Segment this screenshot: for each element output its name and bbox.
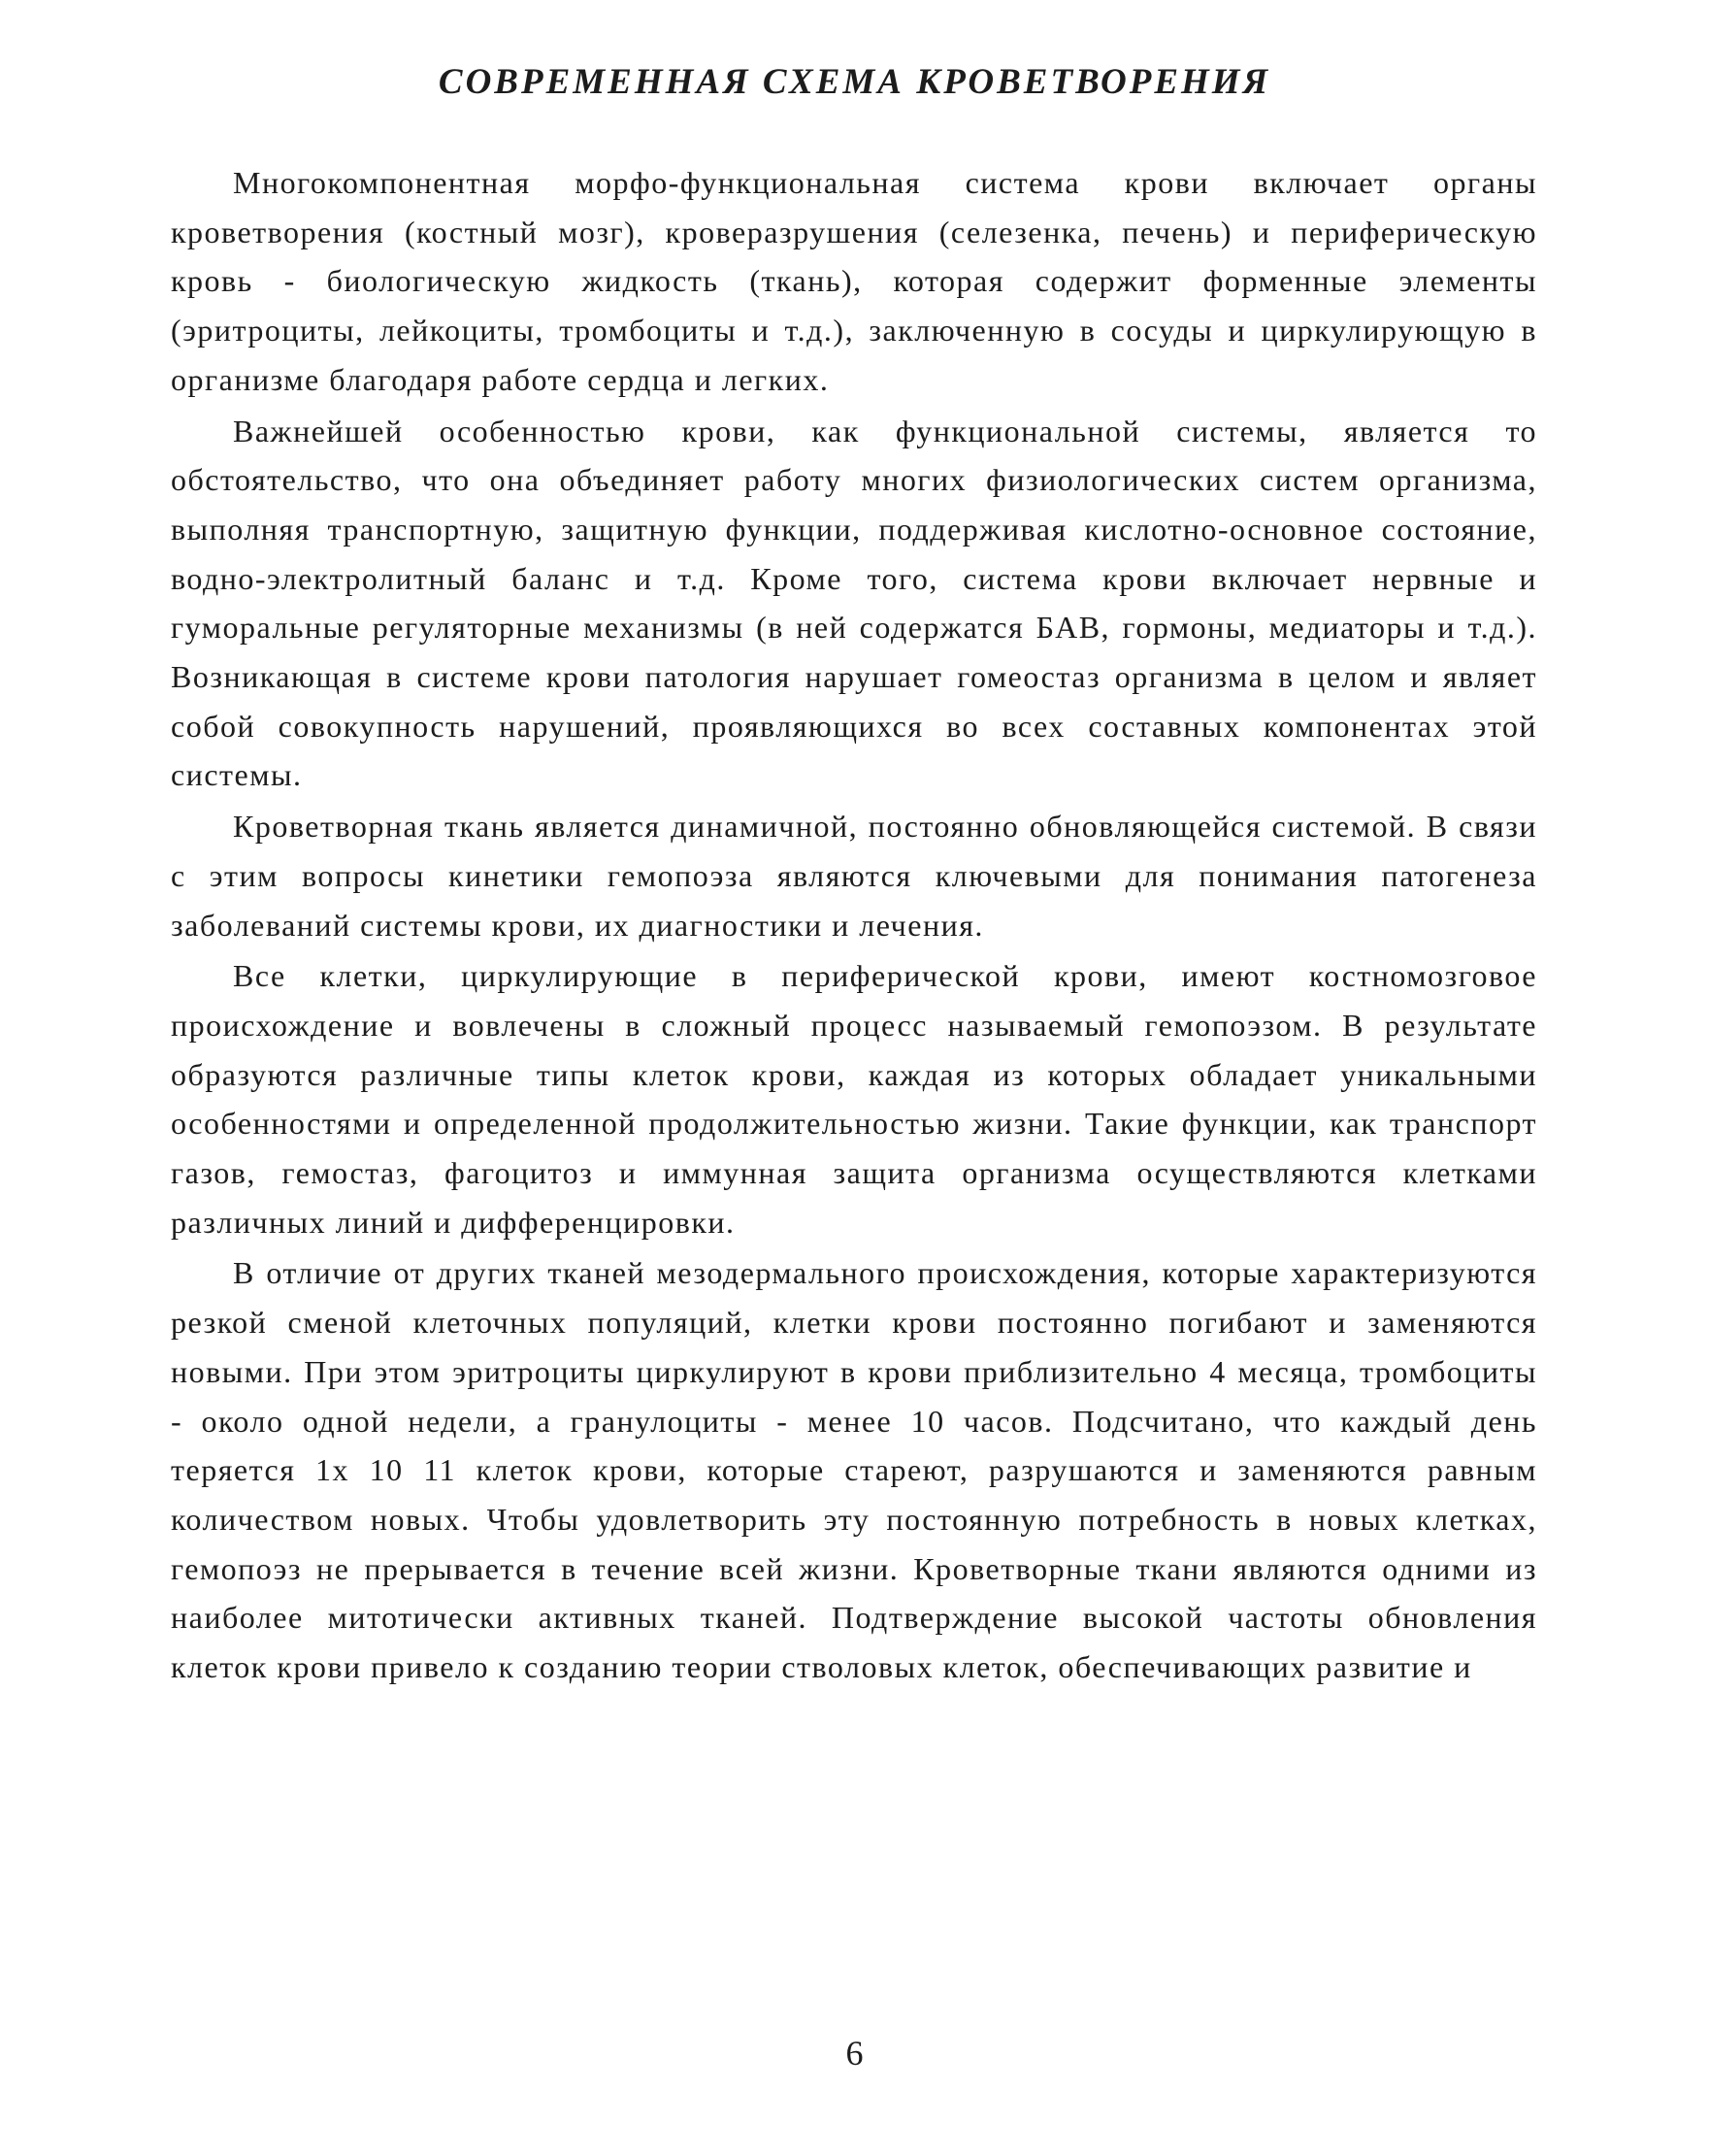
page-number: 6 [845, 2034, 864, 2073]
paragraph-2: Важнейшей особенностью крови, как функциональной системы, является то обстоятельство, что она объединяет работу многих физиологических систем организма, выполняя транспортную, защитную функции, поддерживая кислотно-основное состояние, водно-электролитный баланс и т.д. Кроме того, система крови включает нервные и гуморальные регуляторные механизмы (в ней содержатся БАВ, гормоны, медиаторы и т.д.). Возникающая в системе крови патология нарушает гомеостаз организма в целом и являет собой совокупность нарушений, проявляющихся во всех составных компонентах этой системы. [171, 413, 1537, 793]
paragraph-3: Кроветворная ткань является динамичной, постоянно обновляющейся системой. В связи с этим вопросы кинетики гемопоэза являются ключевыми для понимания патогенеза заболеваний системы крови, их диагностики и лечения. [171, 809, 1537, 943]
page-title: СОВРЕМЕННАЯ СХЕМА КРОВЕТВОРЕНИЯ [438, 62, 1271, 102]
paragraph-1: Многокомпонентная морфо-функциональная система крови включает органы кроветворения (костный мозг), кроверазрушения (селезенка, печень) и периферическую кровь - биологическую жидкость (ткань), которая содержит форменные элементы (эритроциты, лейкоциты, тромбоциты и т.д.), заключенную в сосуды и циркулирующую в организме благодаря работе сердца и легких. [171, 165, 1537, 397]
paragraph-4: Все клетки, циркулирующие в периферической крови, имеют костномозговое происхождение и вовлечены в сложный процесс называемый гемопоэзом. В результате образуются различные типы клеток крови, каждая из которых обладает уникальными особенностями и определенной продолжительностью жизни. Такие функции, как транспорт газов, гемостаз, фагоцитоз и иммунная защита организма осуществляются клетками различных линий и дифференцировки. [171, 958, 1537, 1240]
paragraph-5: В отличие от других тканей мезодермального происхождения, которые характеризуются резкой сменой клеточных популяций, клетки крови постоянно погибают и заменяются новыми. При этом эритроциты циркулируют в крови приблизительно 4 месяца, тромбоциты - около одной недели, а гранулоциты - менее 10 часов. Подсчитано, что каждый день теряется 1x 10 11 клеток крови, которые стареют, разрушаются и заменяются равным количеством новых. Чтобы удовлетворить эту постоянную потребность в новых клетках, гемопоэз не прерывается в течение всей жизни. Кроветворные ткани являются одними из наиболее митотически активных тканей. Подтверждение высокой частоты обновления клеток крови привело к созданию теории стволовых клеток, обеспечивающих развитие и [171, 1255, 1537, 1685]
body-text [171, 158, 1537, 1694]
